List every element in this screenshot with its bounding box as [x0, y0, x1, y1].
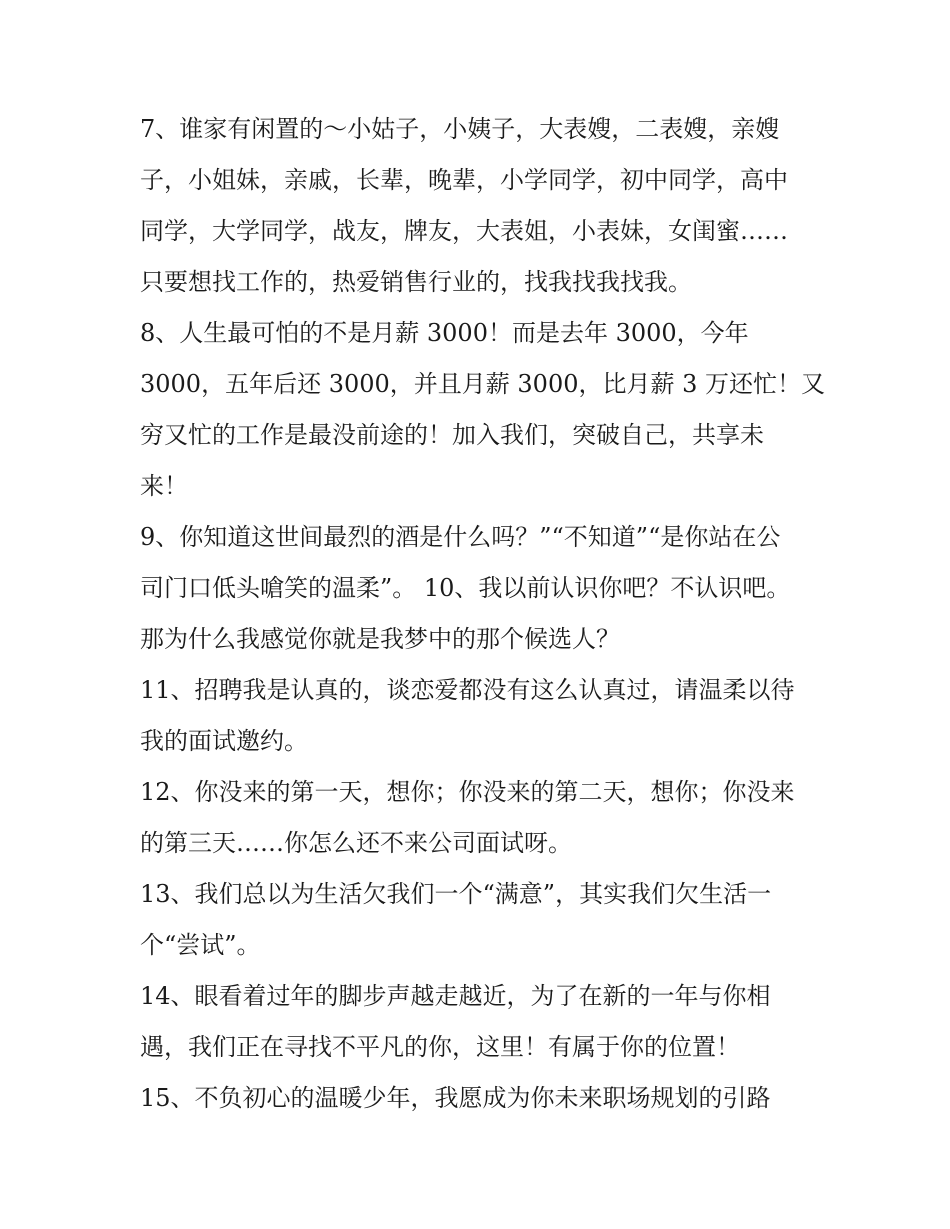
text-line: 同学，大学同学，战友，牌友，大表姐，小表妹，女闺蜜…… — [140, 217, 788, 245]
text-line: 14、眼看着过年的脚步声越走越近，为了在新的一年与你相 — [140, 982, 771, 1010]
text-line: 只要想找工作的，热爱销售行业的，找我找我找我。 — [140, 268, 692, 296]
text-line: 穷又忙的工作是最没前途的！加入我们，突破自己，共享未 — [140, 421, 764, 449]
paragraph-9 — [140, 512, 820, 665]
text-line: 个“尝试”。 — [140, 931, 261, 959]
paragraph-12 — [140, 767, 820, 869]
text-line: 那为什么我感觉你就是我梦中的那个候选人？ — [140, 625, 620, 653]
text-line: 遇，我们正在寻找不平凡的你，这里！有属于你的位置！ — [140, 1033, 740, 1061]
paragraph-11 — [140, 665, 820, 767]
text-line: 3000，五年后还 3000，并且月薪 3000，比月薪 3 万还忙！又 — [140, 370, 826, 398]
text-line: 司门口低头嗆笑的温柔”。 10、我以前认识你吧？不认识吧。 — [140, 574, 791, 602]
text-line: 的第三天……你怎么还不来公司面试呀。 — [140, 829, 572, 857]
text-line: 13、我们总以为生活欠我们一个“满意”，其实我们欠生活一 — [140, 880, 772, 908]
paragraph-14 — [140, 971, 820, 1073]
paragraph-7 — [140, 104, 820, 308]
text-line: 9、你知道这世间最烈的酒是什么吗？”“不知道”“是你站在公 — [140, 523, 781, 551]
paragraph-15 — [140, 1073, 820, 1124]
text-line: 15、不负初心的温暖少年，我愿成为你未来职场规划的引路 — [140, 1084, 771, 1112]
text-line: 来！ — [140, 472, 188, 500]
paragraph-8 — [140, 308, 826, 512]
text-line: 8、人生最可怕的不是月薪 3000！而是去年 3000，今年 — [140, 319, 749, 347]
text-line: 7、谁家有闲置的～小姑子，小姨子，大表嫂，二表嫂，亲嫂 — [140, 115, 780, 143]
text-line: 我的面试邀约。 — [140, 727, 308, 755]
paragraph-13 — [140, 869, 820, 971]
text-line: 子，小姐妹，亲戚，长辈，晚辈，小学同学，初中同学，高中 — [140, 166, 788, 194]
text-line: 11、招聘我是认真的，谈恋爱都没有这么认真过，请温柔以待 — [140, 676, 795, 704]
text-line: 12、你没来的第一天，想你；你没来的第二天，想你；你没来 — [140, 778, 795, 806]
document-body — [140, 104, 826, 1124]
